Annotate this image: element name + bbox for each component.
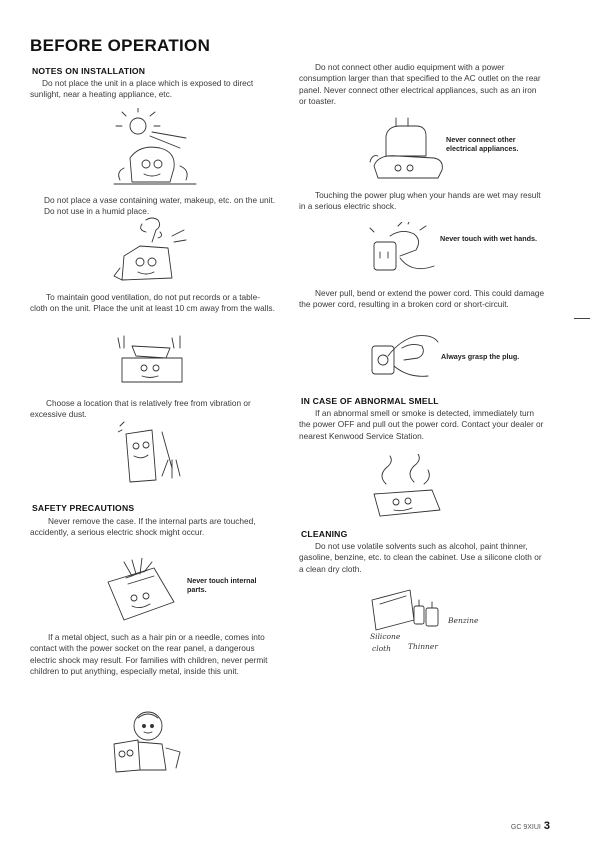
smoke-illustration [368,454,448,522]
safety-case: Never remove the case. If the internal parts are touched, accidently, a serious electric shock might occur. [30,516,256,538]
thinner-label: Thinner [408,642,438,651]
power-cord-warning: Never pull, bend or extend the power cord. This could damage the power cord, resulting in a broken cord or short-circuit. [299,288,545,310]
cleaning-illustration [366,586,442,636]
plug-caption: Always grasp the plug. [441,352,520,361]
internal-parts-illustration [102,558,180,624]
notes-heading: NOTES ON INSTALLATION [32,66,146,76]
sunlight-illustration [110,108,200,190]
note-vase: Do not place a vase containing water, makeup, etc. on the unit. Do not use in a humid place. [44,195,276,217]
appliances-illustration [368,112,448,184]
wet-hands-caption: Never touch with wet hands. [440,234,538,243]
note-vibration: Choose a location that is relatively free from vibration or excessive dust. [30,398,251,420]
safety-metal: If a metal object, such as a hair pin or a needle, comes into contact with the power socket on the rear panel, a dangerous electric shock may result. For families with children, never permit children to put anything, especially metal, inside this unit. [30,632,268,677]
appliances-caption: Never connect other electrical appliances. [446,135,519,153]
connect-warning: Do not connect other audio equipment with a power consumption larger than that specified to the AC outlet on the rear panel. Never connect other electrical appliances, such as an iron or toaster. [299,62,541,107]
smell-heading: IN CASE OF ABNORMAL SMELL [301,396,439,406]
plug-illustration [368,326,442,382]
page-footer [511,820,550,832]
model-number: GC 9XIUI [510,824,541,831]
cloth-label: cloth [372,644,391,653]
benzine-label: Benzine [448,616,479,625]
internal-parts-caption: Never touch internal parts. [187,576,257,594]
page-title: BEFORE OPERATION [30,36,211,55]
note-ventilation: To maintain good ventilation, do not put records or a table-cloth on the unit. Place the unit at least 10 cm away from the walls. [30,292,275,314]
wet-hands-warning: Touching the power plug when your hands are wet may result in a serious electric shock. [299,190,541,212]
vase-illustration [112,216,194,288]
ventilation-illustration [112,334,194,386]
cleaning-heading: CLEANING [301,529,348,539]
silicone-label: Silicone [370,632,401,641]
smell-text: If an abnormal smell or smoke is detected, immediately turn the power OFF and pull out the power cord. Contact your dealer or nearest Kenwood Service Station. [299,408,544,441]
margin-mark [574,318,590,319]
page-number: 3 [543,820,550,832]
child-illustration [110,708,190,774]
wet-hands-illustration [368,222,438,280]
vibration-illustration [118,420,184,484]
safety-heading: SAFETY PRECAUTIONS [32,503,135,513]
note-sunlight: Do not place the unit in a place which is exposed to direct sunlight, near a heating appliance, etc. [30,78,254,100]
cleaning-text: Do not use volatile solvents such as alcohol, paint thinner, gasoline, benzine, etc. to clean the cabinet. Use a silicone cloth or a clean dry cloth. [299,541,542,574]
